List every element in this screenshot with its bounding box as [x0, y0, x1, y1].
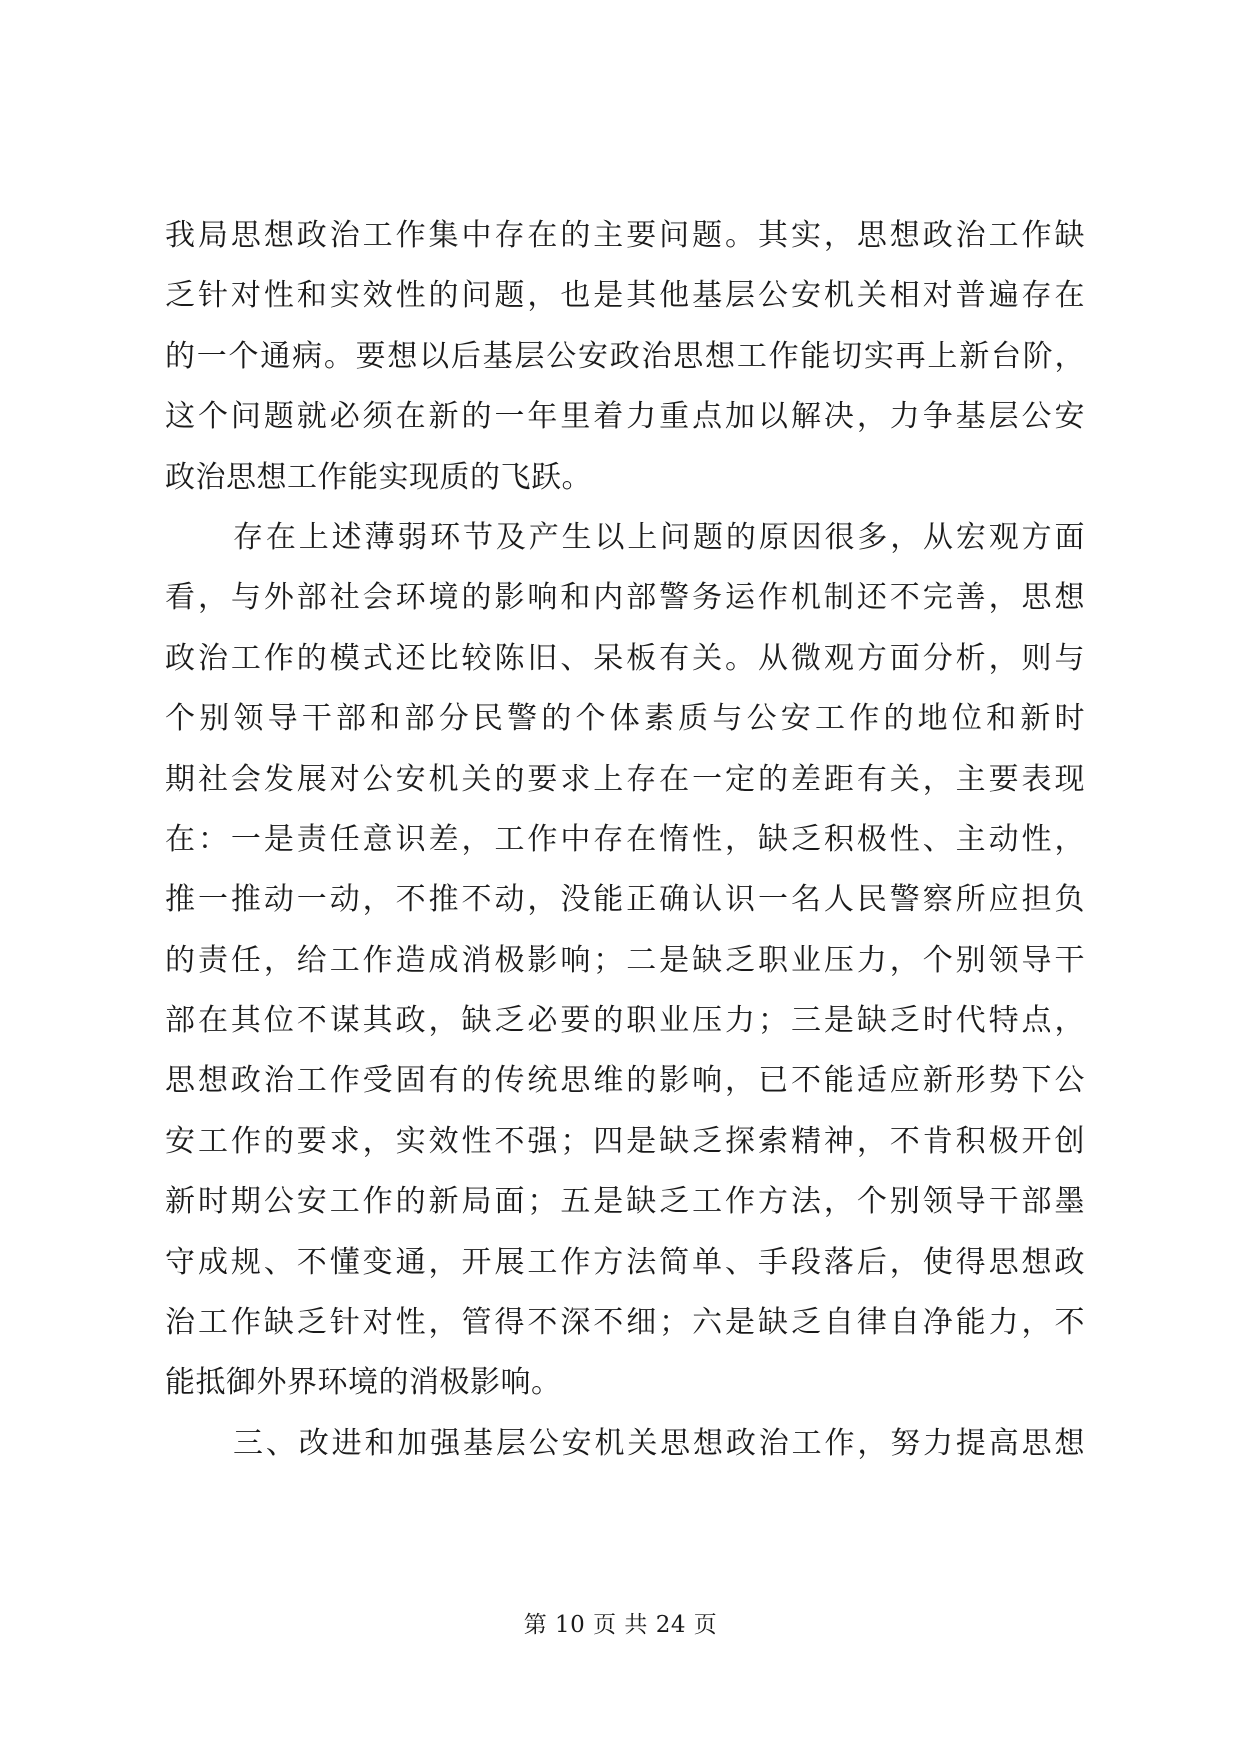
text-line: 看，与外部社会环境的影响和内部警务运作机制还不完善，思想: [165, 580, 1085, 616]
paragraph-first-line: 存在上述薄弱环节及产生以上问题的原因很多，从宏观方面: [233, 519, 1085, 555]
text-line: 政治思想工作能实现质的飞跃。: [165, 459, 592, 495]
text-line: 个别领导干部和部分民警的个体素质与公安工作的地位和新时: [165, 701, 1085, 737]
text-line: 在：一是责任意识差，工作中存在惰性，缺乏积极性、主动性，: [165, 821, 1085, 857]
text-line: 乏针对性和实效性的问题，也是其他基层公安机关相对普遍存在: [165, 278, 1085, 314]
text-line: 的责任，给工作造成消极影响；二是缺乏职业压力，个别领导干: [165, 942, 1085, 978]
page-number-footer: 第 10 页 共 24 页: [523, 1612, 718, 1638]
text-line: 治工作缺乏针对性，管得不深不细；六是缺乏自律自净能力，不: [165, 1305, 1085, 1341]
text-line: 推一推动一动，不推不动，没能正确认识一名人民警察所应担负: [165, 882, 1085, 918]
text-line: 的一个通病。要想以后基层公安政治思想工作能切实再上新台阶，: [165, 338, 1085, 374]
text-line: 政治工作的模式还比较陈旧、呆板有关。从微观方面分析，则与: [165, 640, 1085, 676]
text-line: 安工作的要求，实效性不强；四是缺乏探索精神，不肯积极开创: [165, 1123, 1085, 1159]
text-line: 部在其位不谋其政，缺乏必要的职业压力；三是缺乏时代特点，: [165, 1003, 1085, 1039]
section-heading-line: 三、改进和加强基层公安机关思想政治工作，努力提高思想: [233, 1425, 1085, 1461]
text-line: 期社会发展对公安机关的要求上存在一定的差距有关，主要表现: [165, 761, 1085, 797]
text-line: 这个问题就必须在新的一年里着力重点加以解决，力争基层公安: [165, 399, 1085, 435]
text-line: 思想政治工作受固有的传统思维的影响，已不能适应新形势下公: [165, 1063, 1085, 1099]
text-line: 守成规、不懂变通，开展工作方法简单、手段落后，使得思想政: [165, 1244, 1085, 1280]
document-body: [165, 206, 1085, 1474]
text-line: 能抵御外界环境的消极影响。: [165, 1365, 562, 1401]
text-line: 新时期公安工作的新局面；五是缺乏工作方法，个别领导干部墨: [165, 1184, 1085, 1220]
text-line: 我局思想政治工作集中存在的主要问题。其实，思想政治工作缺: [165, 218, 1085, 253]
